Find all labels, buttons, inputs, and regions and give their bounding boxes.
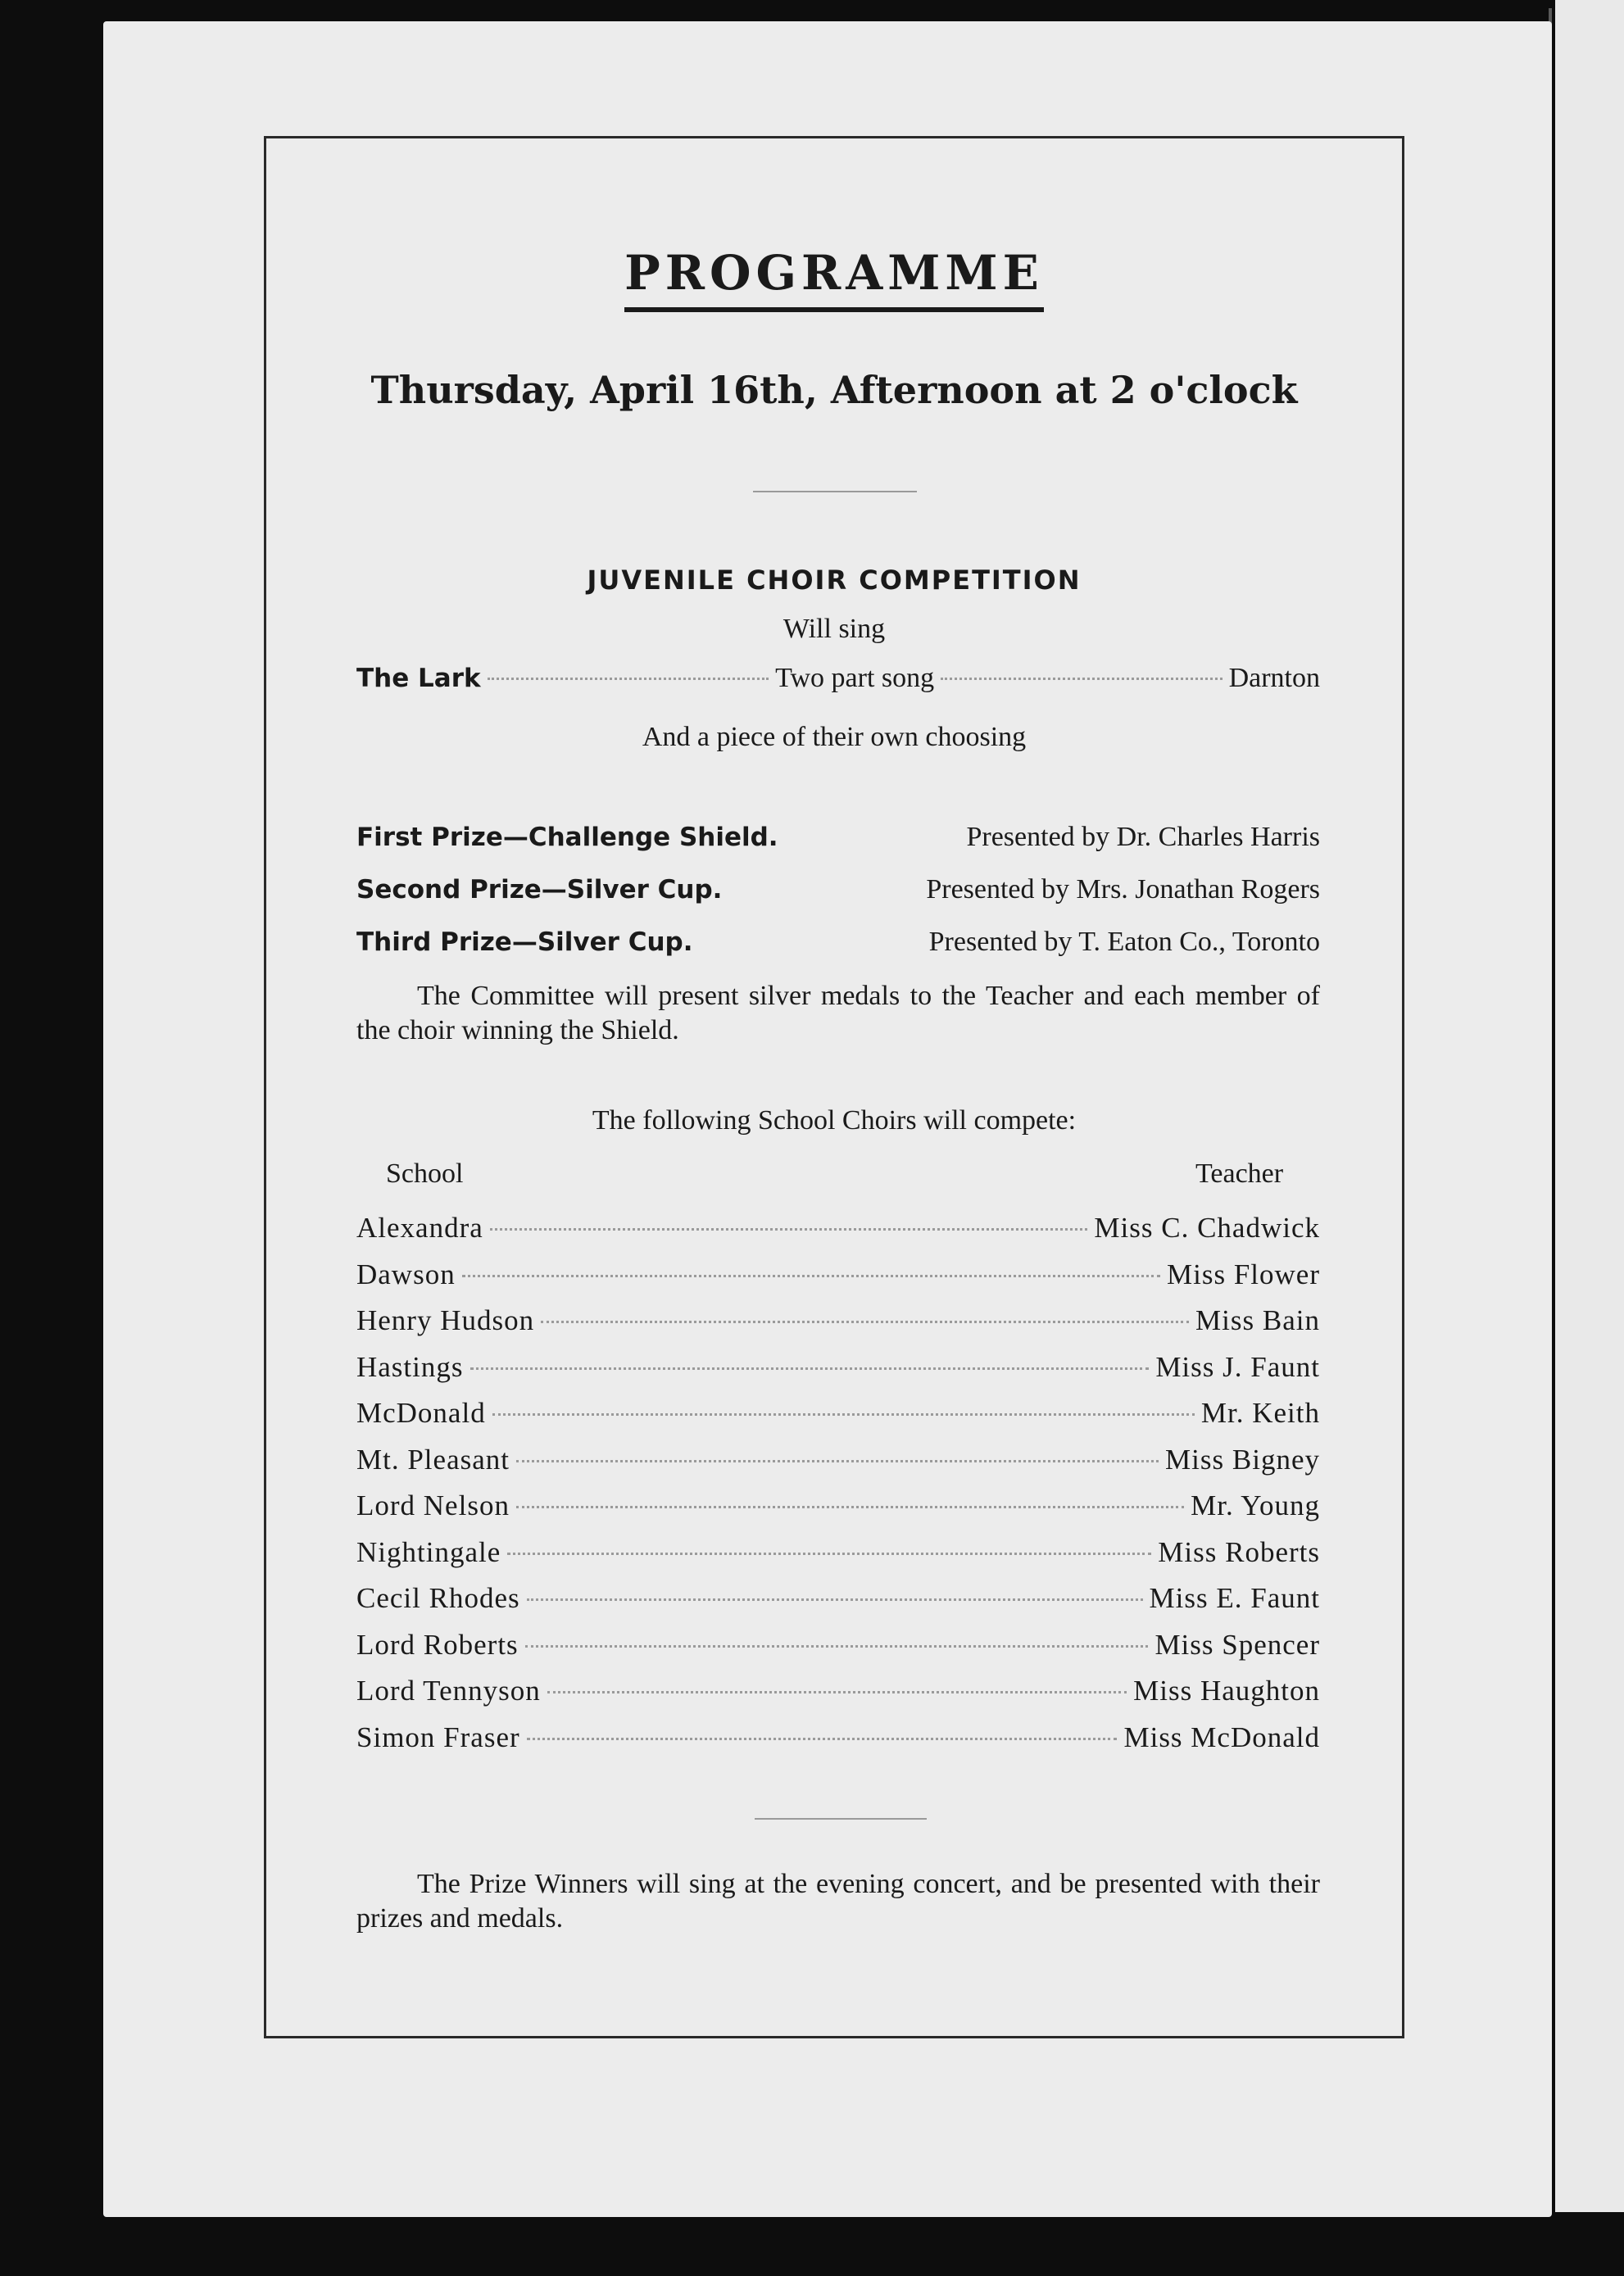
leader-dots xyxy=(470,1367,1150,1370)
leader-dots xyxy=(541,1321,1189,1323)
school-name: Henry Hudson xyxy=(356,1304,535,1336)
teacher-name: Miss Bain xyxy=(1195,1304,1320,1336)
choir-list xyxy=(356,1212,1320,1767)
teacher-name: Miss Spencer xyxy=(1154,1628,1320,1661)
teacher-name: Mr. Keith xyxy=(1200,1397,1320,1429)
teacher-name: Miss Roberts xyxy=(1158,1535,1320,1568)
column-head-school: School xyxy=(386,1158,464,1189)
list-item xyxy=(356,1212,1320,1258)
leader-dots xyxy=(516,1460,1159,1462)
school-name: Cecil Rhodes xyxy=(356,1582,520,1614)
leader-dots xyxy=(547,1691,1127,1693)
adjacent-page-strip xyxy=(1555,0,1624,2212)
list-item xyxy=(356,1536,1320,1583)
list-item xyxy=(356,1304,1320,1351)
leader-dots xyxy=(488,678,769,680)
will-sing-text: Will sing xyxy=(783,614,886,644)
leader-dots xyxy=(941,678,1222,680)
programme-date-time: Thursday, April 16th, Afternoon at 2 o'clock xyxy=(370,368,1298,412)
song-title: The Lark xyxy=(356,664,481,693)
prize-first xyxy=(356,822,1320,853)
school-name: Lord Roberts xyxy=(356,1628,519,1661)
song-composer: Darnton xyxy=(1228,663,1321,693)
leader-dots xyxy=(525,1645,1149,1648)
teacher-name: Miss Flower xyxy=(1167,1258,1320,1290)
prize-label: First Prize—Challenge Shield. xyxy=(356,823,778,852)
programme-page xyxy=(103,21,1552,2217)
school-name: Alexandra xyxy=(356,1212,483,1244)
list-item xyxy=(356,1721,1320,1768)
list-item xyxy=(356,1397,1320,1444)
school-name: Nightingale xyxy=(356,1535,501,1568)
list-item xyxy=(356,1258,1320,1305)
prize-label: Second Prize—Silver Cup. xyxy=(356,875,723,905)
song-type: Two part song xyxy=(775,663,935,693)
closing-note: The Prize Winners will sing at the evening concert, and be presented with their prizes and medals. xyxy=(356,1869,1320,1934)
school-name: Dawson xyxy=(356,1258,456,1290)
teacher-name: Miss J. Faunt xyxy=(1155,1350,1320,1383)
prize-label: Third Prize—Silver Cup. xyxy=(356,927,693,957)
own-choosing-text: And a piece of their own choosing xyxy=(642,722,1027,752)
compete-intro: The following School Choirs will compete: xyxy=(592,1105,1077,1136)
prize-presenter: Presented by T. Eaton Co., Toronto xyxy=(928,927,1320,957)
list-item xyxy=(356,1629,1320,1675)
school-name: McDonald xyxy=(356,1397,486,1429)
column-head-teacher: Teacher xyxy=(1195,1158,1284,1189)
school-name: Simon Fraser xyxy=(356,1721,520,1753)
school-name: Mt. Pleasant xyxy=(356,1443,510,1476)
programme-title-text: PROGRAMME xyxy=(624,245,1044,312)
competition-heading: JUVENILE CHOIR COMPETITION xyxy=(587,564,1082,596)
prize-presenter: Presented by Dr. Charles Harris xyxy=(966,822,1320,852)
prize-presenter: Presented by Mrs. Jonathan Rogers xyxy=(926,874,1320,905)
leader-dots xyxy=(516,1506,1184,1508)
leader-dots xyxy=(527,1598,1143,1601)
song-line xyxy=(356,663,1320,700)
programme-title xyxy=(266,245,1402,312)
list-item xyxy=(356,1675,1320,1721)
teacher-name: Mr. Young xyxy=(1191,1489,1320,1521)
leader-dots xyxy=(527,1738,1118,1740)
leader-dots xyxy=(492,1413,1195,1416)
school-name: Hastings xyxy=(356,1350,464,1383)
teacher-name: Miss E. Faunt xyxy=(1149,1582,1320,1614)
medals-note: The Committee will present silver medals to the Teacher and each member of the choir winning the Shield. xyxy=(356,981,1320,1045)
divider-rule-bottom xyxy=(755,1818,927,1820)
programme-border-frame xyxy=(264,136,1404,2038)
leader-dots xyxy=(507,1553,1151,1555)
school-name: Lord Tennyson xyxy=(356,1675,541,1707)
teacher-name: Miss Bigney xyxy=(1165,1443,1320,1476)
divider-rule-top xyxy=(753,491,917,492)
teacher-name: Miss C. Chadwick xyxy=(1094,1212,1320,1244)
list-item xyxy=(356,1444,1320,1490)
leader-dots xyxy=(462,1275,1160,1277)
teacher-name: Miss Haughton xyxy=(1133,1675,1320,1707)
prize-third xyxy=(356,927,1320,958)
teacher-name: Miss McDonald xyxy=(1123,1721,1320,1753)
list-item xyxy=(356,1489,1320,1536)
list-item xyxy=(356,1351,1320,1398)
list-item xyxy=(356,1582,1320,1629)
school-name: Lord Nelson xyxy=(356,1489,510,1521)
prize-second xyxy=(356,874,1320,905)
leader-dots xyxy=(490,1228,1088,1231)
